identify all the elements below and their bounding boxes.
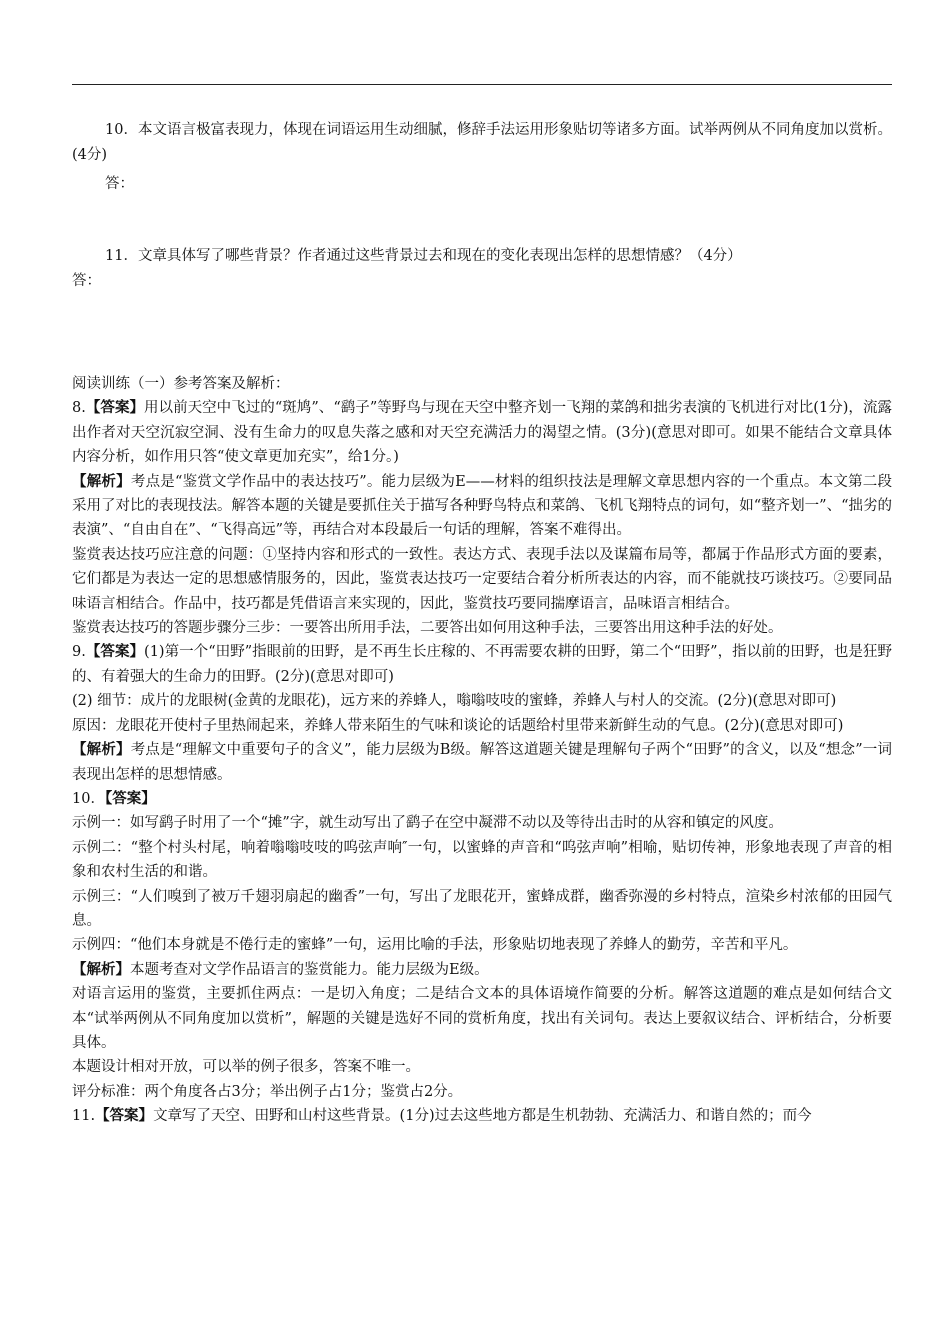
answer-9-tag: 【答案】 <box>85 643 145 661</box>
question-11-answer-label: 答： <box>72 273 101 289</box>
answer-10-scoring: 评分标准：两个角度各占3分；举出例子占1分；鉴赏占2分。 <box>72 1083 463 1100</box>
answer-8-tag: 【答案】 <box>85 399 145 417</box>
answer-8-analysis-tag: 【解析】 <box>72 472 131 490</box>
answer-9-reason: 原因：龙眼花开使村子里热闹起来，养蜂人带来陌生的气味和谈论的话题给村里带来新鲜生动的气息。(2分)(意思对即可) <box>72 717 844 734</box>
answer-11-tag: 【答案】 <box>95 1107 154 1125</box>
answer-8-analysis <box>72 470 892 543</box>
answer-10-analysis-tag: 【解析】 <box>72 960 130 978</box>
question-10 <box>72 118 892 168</box>
answer-11-number: 11. <box>72 1108 96 1125</box>
answer-10-analysis-text: 本题考查对文学作品语言的鉴赏能力。能力层级为E级。 <box>130 961 489 978</box>
answer-10-note-2: 本题设计相对开放，可以举的例子很多，答案不唯一。 <box>72 1059 420 1076</box>
question-11-text: 11．文章具体写了哪些背景？作者通过这些背景过去和现在的变化表现出怎样的思想情感？（4分） <box>105 248 742 264</box>
answer-10-example-2: 示例二：“整个村头村尾，响着嗡嗡吱吱的呜弦声响″一句，以蜜蜂的声音和“呜弦声响”相喻，贴切传神，形象地表现了声音的相象和农村生活的和谐。 <box>72 839 892 881</box>
answer-10-tag: 【答案】 <box>104 789 156 807</box>
answer-11 <box>72 1104 892 1128</box>
answer-9-analysis-text: 考点是“理解文中重要句子的含义”，能力层级为B级。解答这道题关键是理解句子两个“田野”的含义，以及“想念”一词表现出怎样的思想情感。 <box>72 742 892 783</box>
answer-9-analysis-tag: 【解析】 <box>72 741 131 759</box>
answer-9 <box>72 640 892 689</box>
answer-8-analysis-text: 考点是“鉴赏文学作品中的表达技巧”。能力层级为E——材料的组织技法是理解文章思想内容的一个重点。本文第二段采用了对比的表现技法。解答本题的关键是要抓住关于描写各种野鸟特点和菜鸽、飞机飞翔特点的词句，如“整齐划一”、“拙劣的表演”、“自由自在”、“飞得高远”等，再结合对本段最后一句话的理解，答案不难得出。 <box>72 473 893 539</box>
answer-10-example-3: 示例三：“人们嗅到了被万千翅羽扇起的幽香”一句，写出了龙眼花开，蜜蜂成群，幽香弥漫的乡村特点，渲染乡村浓郁的田园气息。 <box>72 888 892 929</box>
answer-10-analysis <box>72 958 892 982</box>
document-page <box>72 0 892 1344</box>
question-11 <box>72 244 892 269</box>
answer-9-part-2: (2) 细节：成片的龙眼树(金黄的龙眼花)，远方来的养蜂人，嗡嗡吱吱的蜜蜂，养蜂人与村人的交流。(2分)(意思对即可) <box>72 693 837 710</box>
answer-10-example-4: 示例四：“他们本身就是不倦行走的蜜蜂”一句，运用比喻的手法，形象贴切地表现了养蜂人的勤劳，辛苦和平凡。 <box>72 937 798 954</box>
answer-8-text: 用以前天空中飞过的“斑鸠”、“鹞子”等野鸟与现在天空中整齐划一飞翔的菜鸽和拙劣表演的飞机进行对比(1分)，流露出作者对天空沉寂空洞、没有生命力的叹息失落之感和对天空充满活力的渴望之情。(3分)(意思对即可。如果不能结合文章具体内容分析，如作用只答“使文章更加充实”，给1分。) <box>72 400 893 466</box>
answer-8-note-1: 鉴赏表达技巧应注意的问题：①坚持内容和形式的一致性。表达方式、表现手法以及谋篇布局等，都属于作品形式方面的要素，它们都是为表达一定的思想感情服务的，因此，鉴赏表达技巧一定要结合着分析所表达的内容，而不能就技巧谈技巧。②要同品味语言相结合。作品中，技巧都是凭借语言来实现的，因此，鉴赏技巧要同揣摩语言，品味语言相结合。 <box>72 546 892 612</box>
answer-8 <box>72 396 892 469</box>
header-rule <box>72 84 892 85</box>
answer-9-analysis <box>72 738 892 787</box>
answer-8-number: 8. <box>72 400 86 417</box>
question-10-text: 10．本文语言极富表现力，体现在词语运用生动细腻，修辞手法运用形象贴切等诸多方面。试举两例从不同角度加以赏析。(4分) <box>72 122 892 163</box>
answer-11-text: 文章写了天空、田野和山村这些背景。(1分)过去这些地方都是生机勃勃、充满活力、和谐自然的；而今 <box>153 1108 812 1125</box>
answer-section <box>72 372 892 1129</box>
answer-9-text: (1)第一个“田野”指眼前的田野，是不再生长庄稼的、不再需要农耕的田野，第二个“田野”，指以前的田野，也是狂野的、有着强大的生命力的田野。(2分)(意思对即可) <box>72 644 893 685</box>
answer-10-number: 10． <box>72 790 105 807</box>
answers-heading: 阅读训练（一）参考答案及解析： <box>72 376 290 392</box>
answer-10 <box>72 787 892 811</box>
answer-10-note-1: 对语言运用的鉴赏，主要抓住两点：一是切入角度；二是结合文本的具体语境作简要的分析。解答这道题的难点是如何结合文本“试举两例从不同角度加以赏析”，解题的关键是选好不同的赏析角度，找出有关词句。表达上要叙议结合、评析结合，分析要具体。 <box>72 986 892 1051</box>
answer-10-example-1: 示例一：如写鹞子时用了一个“摊”字，就生动写出了鹞子在空中凝滞不动以及等待出击时的从容和镇定的风度。 <box>72 815 783 832</box>
question-10-answer-label: 答： <box>105 176 134 192</box>
answer-8-note-2: 鉴赏表达技巧的答题步骤分三步：一要答出所用手法，二要答出如何用这种手法，三要答出用这种手法的好处。 <box>72 620 783 637</box>
answer-9-number: 9. <box>72 644 86 661</box>
